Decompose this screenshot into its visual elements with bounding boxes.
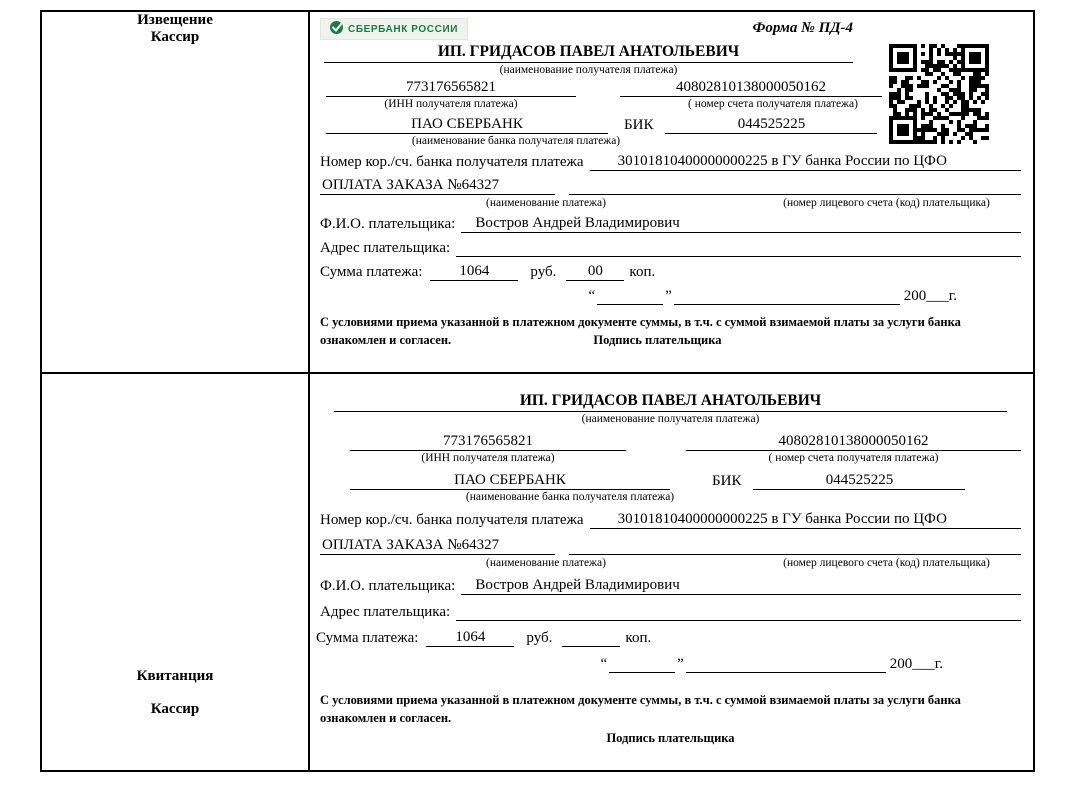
bank-caption: (наименование банка получателя платежа): [465, 491, 675, 503]
payer-address-label: Адрес плательщика:: [320, 240, 451, 256]
date-open-quote: “: [588, 288, 596, 304]
receipt-left-column: [42, 374, 310, 770]
kop-label: коп.: [629, 264, 656, 280]
cashier-label-notice: Кассир: [150, 29, 200, 45]
terms-block-receipt: [320, 691, 1021, 727]
account-field: 40802810138000050162: [620, 79, 882, 97]
cashier-label-receipt: Кассир: [150, 701, 200, 717]
inn-caption: (ИНН получателя платежа): [384, 98, 518, 110]
purpose-field: ОПЛАТА ЗАКАЗА №64327: [320, 177, 555, 195]
corr-account-label: Номер кор./сч. банка получателя платежа: [320, 154, 584, 170]
bik-field: 044525225: [753, 472, 965, 490]
purpose-field: ОПЛАТА ЗАКАЗА №64327: [320, 537, 555, 555]
terms-text: С условиями приема указанной в платежном документе суммы, в т.ч. с суммой взимаемой платы за услуги банка ознакомлен и согласен.: [320, 693, 961, 726]
bik-label: БИК: [624, 117, 654, 133]
payer-name-label: Ф.И.О. плательщика:: [320, 578, 456, 594]
purpose-caption: (наименование платежа): [486, 557, 606, 569]
payer-address-label: Адрес плательщика:: [320, 604, 451, 620]
purpose-field-extension: [569, 177, 1021, 195]
date-year-label: 200___г.: [903, 288, 957, 304]
notice-left-column: [42, 12, 310, 374]
date-day-field: [597, 287, 663, 305]
bank-logo-text: СБЕРБАНК РОССИИ: [348, 23, 459, 35]
personal-account-caption: (номер лицевого счета (код) плательщика): [783, 557, 990, 569]
payment-form-pd4: [40, 10, 1035, 772]
date-open-quote: “: [600, 656, 608, 672]
kop-label: коп.: [625, 630, 652, 646]
recipient-name: ИП. ГРИДАСОВ ПАВЕЛ АНАТОЛЬЕВИЧ: [324, 43, 853, 63]
date-day-field: [609, 655, 675, 673]
corr-account-field: 30101810400000000225 в ГУ банка России по ЦФО: [590, 153, 1021, 171]
purpose-field-extension: [569, 537, 1021, 555]
account-caption: ( номер счета получателя платежа): [688, 98, 858, 110]
amount-label: Сумма платежа:: [316, 630, 419, 646]
account-field: 40802810138000050162: [686, 433, 1021, 451]
sberbank-logo-icon: [330, 21, 343, 37]
recipient-caption: (наименование получателя платежа): [581, 413, 760, 425]
payer-name-field: Востров Андрей Владимирович: [461, 577, 1021, 595]
receipt-label: Квитанция: [136, 668, 214, 684]
recipient-name: ИП. ГРИДАСОВ ПАВЕЛ АНАТОЛЬЕВИЧ: [334, 392, 1007, 412]
terms-block-notice: [320, 313, 1021, 349]
amount-rub-field: 1064: [430, 263, 518, 281]
account-caption: ( номер счета получателя платежа): [768, 452, 939, 464]
purpose-caption: (наименование платежа): [486, 197, 606, 209]
corr-account-label: Номер кор./сч. банка получателя платежа: [320, 512, 584, 528]
bank-caption: (наименование банка получателя платежа): [411, 135, 621, 147]
qr-code: [889, 44, 989, 144]
receipt-form: [310, 374, 1033, 770]
date-month-field: [674, 287, 900, 305]
terms-text: С условиями приема указанной в платежном документе суммы, в т.ч. с суммой взимаемой платы за услуги банка ознакомлен и согласен.: [320, 315, 961, 348]
rub-label: руб.: [526, 630, 553, 646]
personal-account-caption: (номер лицевого счета (код) плательщика): [783, 197, 990, 209]
bank-name-field: ПАО СБЕРБАНК: [350, 472, 670, 490]
amount-label: Сумма платежа:: [320, 264, 423, 280]
inn-field: 773176565821: [350, 433, 626, 451]
recipient-caption: (наименование получателя платежа): [499, 64, 678, 76]
amount-rub-field: 1064: [426, 629, 514, 647]
date-close-quote: ”: [665, 288, 672, 304]
bik-label: БИК: [712, 473, 742, 489]
bik-field: 044525225: [665, 116, 877, 134]
corr-account-field: 30101810400000000225 в ГУ банка России по ЦФО: [590, 511, 1021, 529]
payer-signature-label: Подпись плательщика: [593, 333, 722, 348]
payer-name-label: Ф.И.О. плательщика:: [320, 216, 456, 232]
date-month-field: [686, 655, 886, 673]
notice-form: [310, 12, 1033, 374]
payer-name-field: Востров Андрей Владимирович: [461, 215, 1021, 233]
inn-caption: (ИНН получателя платежа): [421, 452, 555, 464]
date-close-quote: ”: [677, 656, 684, 672]
payer-address-field: [456, 603, 1021, 621]
payer-address-field: [456, 239, 1021, 257]
inn-field: 773176565821: [326, 79, 576, 97]
amount-kop-field: 00: [566, 263, 624, 281]
date-year-label: 200___г.: [889, 656, 943, 672]
amount-kop-field: [562, 629, 620, 647]
sberbank-logo: [320, 18, 468, 40]
form-number-title: Форма № ПД-4: [752, 20, 853, 36]
notice-label: Извещение: [137, 12, 213, 28]
bank-name-field: ПАО СБЕРБАНК: [326, 116, 608, 134]
payer-signature-label: Подпись плательщика: [606, 731, 735, 746]
rub-label: руб.: [530, 264, 557, 280]
